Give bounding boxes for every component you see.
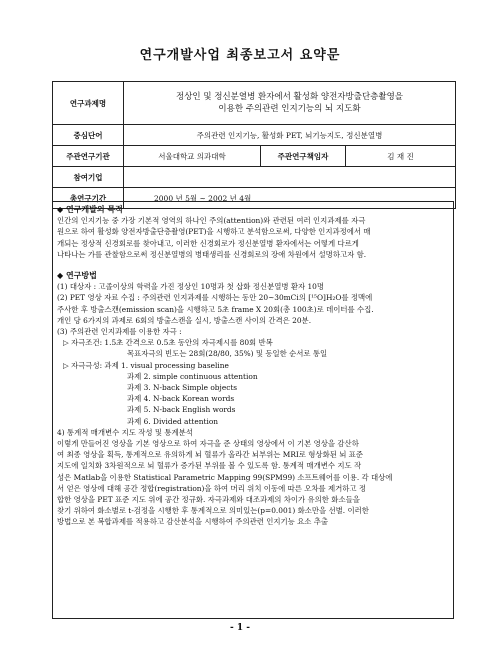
task-item: 과제 5. N-back English words	[127, 405, 236, 415]
method-pet-line: 개인 당 6가지의 과제로 6회의 방출스캔을 실시, 방출스캔 사이의 간격은 20분.	[57, 315, 312, 325]
purpose-line: 인간의 인지기능 중 가장 기본적 영역의 하나인 주의(attention)와 관련된 여러 인지과제를 자극	[57, 216, 366, 226]
page-number: - 1 -	[230, 623, 250, 633]
project-name-line2: 이용한 주의관련 인지기능의 뇌 지도화	[218, 104, 361, 114]
purpose-line: 원으로 하여 활성화 양전자방출단층촬영(PET)을 시행하고 분석함으로써, 다양한 인지과정에서 매	[57, 227, 371, 237]
institution-row	[53, 146, 456, 167]
keywords-value: 주의관련 인지기능, 활성화 PET, 뇌기능지도, 정신분열병	[124, 125, 456, 146]
project-name-value	[124, 82, 456, 125]
task-item: 과제 3. N-back Simple objects	[127, 383, 238, 393]
task-heading: ▷ 자극극성: 과제 1. visual processing baseline	[63, 360, 229, 370]
keywords-label: 중심단어	[53, 125, 124, 146]
method-heading: ◆ 연구방법	[57, 270, 97, 281]
method-statistics-line: 합한 영상을 PET 표준 지도 위에 공간 정규화. 자극과제와 대조과제의 차이가 유의한 화소들을	[57, 495, 360, 505]
period-label: 총연구기간	[53, 188, 124, 209]
method-stimulus-heading: (3) 주의관련 인지과제를 이용한 자극 :	[57, 327, 182, 337]
keywords-row	[53, 125, 456, 146]
project-name-line1: 정상인 및 정신분열병 환자에서 활성화 양전자방출단층촬영을	[176, 92, 403, 102]
project-name-label: 연구과제명	[53, 82, 124, 125]
method-statistics-line: 찾기 위하여 화소별로 t-검정을 시행한 후 통계적으로 의미있는(p=0.001) 화소만을 선별. 이러한	[57, 506, 369, 516]
method-statistics-line: 방법으로 본 복합과제를 적용하고 감산분석을 시행하여 주의관련 인지기능 요소 추출	[57, 517, 329, 527]
pi-value: 김 재 진	[346, 146, 456, 167]
participants-row	[53, 167, 456, 188]
pi-label: 주관연구책임자	[261, 146, 346, 167]
purpose-line: 나타나는 가를 관찰함으로써 정신분열병의 병태생리를 신경회로의 장애 차원에서 설명하고자 함.	[57, 249, 367, 259]
purpose-line: 개되는 정상적 신경회로를 찾아내고, 이러한 신경회로가 정신분열병 환자에서는 어떻게 다르게	[57, 238, 359, 248]
method-subjects: (1) 대상자 : 고졸이상의 학력을 가진 정상인 10명과 첫 삽화 정신분열병 환자 10명	[57, 282, 325, 292]
page-title: 연구개발사업 최종보고서 요약문	[139, 48, 341, 63]
summary-info-table	[52, 81, 456, 209]
method-statistics-line: 지도에 일치화 3차원적으로 뇌 혈류가 증가된 부위를 볼 수 있도록 함. 통계적 매개변수 지도 작	[57, 461, 362, 471]
institution-label: 주관연구기관	[53, 146, 124, 167]
project-name-row	[53, 82, 456, 125]
stimulus-target: 목표자극의 빈도는 28회(28/80, 35%) 및 동일한 순서로 통일	[127, 349, 328, 359]
method-statistics-line: 성은 Matlab을 이용한 Statistical Parametric Mapping 99(SPM99) 소프트웨어를 이용. 각 대상에	[57, 472, 393, 482]
method-statistics-heading: 4) 통계적 매개변수 지도 작성 및 통계분석	[57, 427, 193, 437]
participants-value	[124, 167, 456, 188]
period-value: 2000 년 5월 ~ 2002 년 4월	[124, 188, 456, 209]
summary-body	[52, 201, 454, 619]
method-statistics-line: 서 얻은 영상에 대해 공간 정합(registration)을 하여 머리 위치 이동에 따른 오차를 제거하고 정	[57, 483, 367, 493]
task-item: 과제 2. simple continuous attention	[127, 371, 258, 381]
method-pet-line: (2) PET 영상 자료 수집 : 주의관련 인지과제를 시행하는 동안 20~30mCi의 [¹⁵O]H₂O를 정맥에	[57, 293, 373, 303]
task-item: 과제 4. N-back Korean words	[127, 394, 235, 404]
method-statistics-line: 이렇게 만들어진 영상을 기본 영상으로 하여 자극을 준 상태의 영상에서 이 기본 영상을 감산하	[57, 439, 359, 449]
stimulus-condition: ▷ 자극조건: 1.5초 간격으로 0.5초 동안의 자극제시를 80회 반복	[63, 338, 273, 348]
purpose-heading: ◆ 연구개발의 목적	[57, 204, 123, 214]
participants-label: 참여기업	[53, 167, 124, 188]
task-item: 과제 6. Divided attention	[127, 416, 219, 426]
institution-value: 서울대학교 의과대학	[124, 146, 261, 167]
method-statistics-line: 여 최종 영상을 획득, 통계적으로 유의하게 뇌 혈류가 올라간 뇌부위는 MRI로 형상화된 뇌 표준	[57, 450, 363, 460]
method-pet-line: 주사한 후 방출스캔(emission scan)을 시행하고 5초 frame X 20회(총 100초)로 데이터를 수집.	[57, 304, 374, 314]
